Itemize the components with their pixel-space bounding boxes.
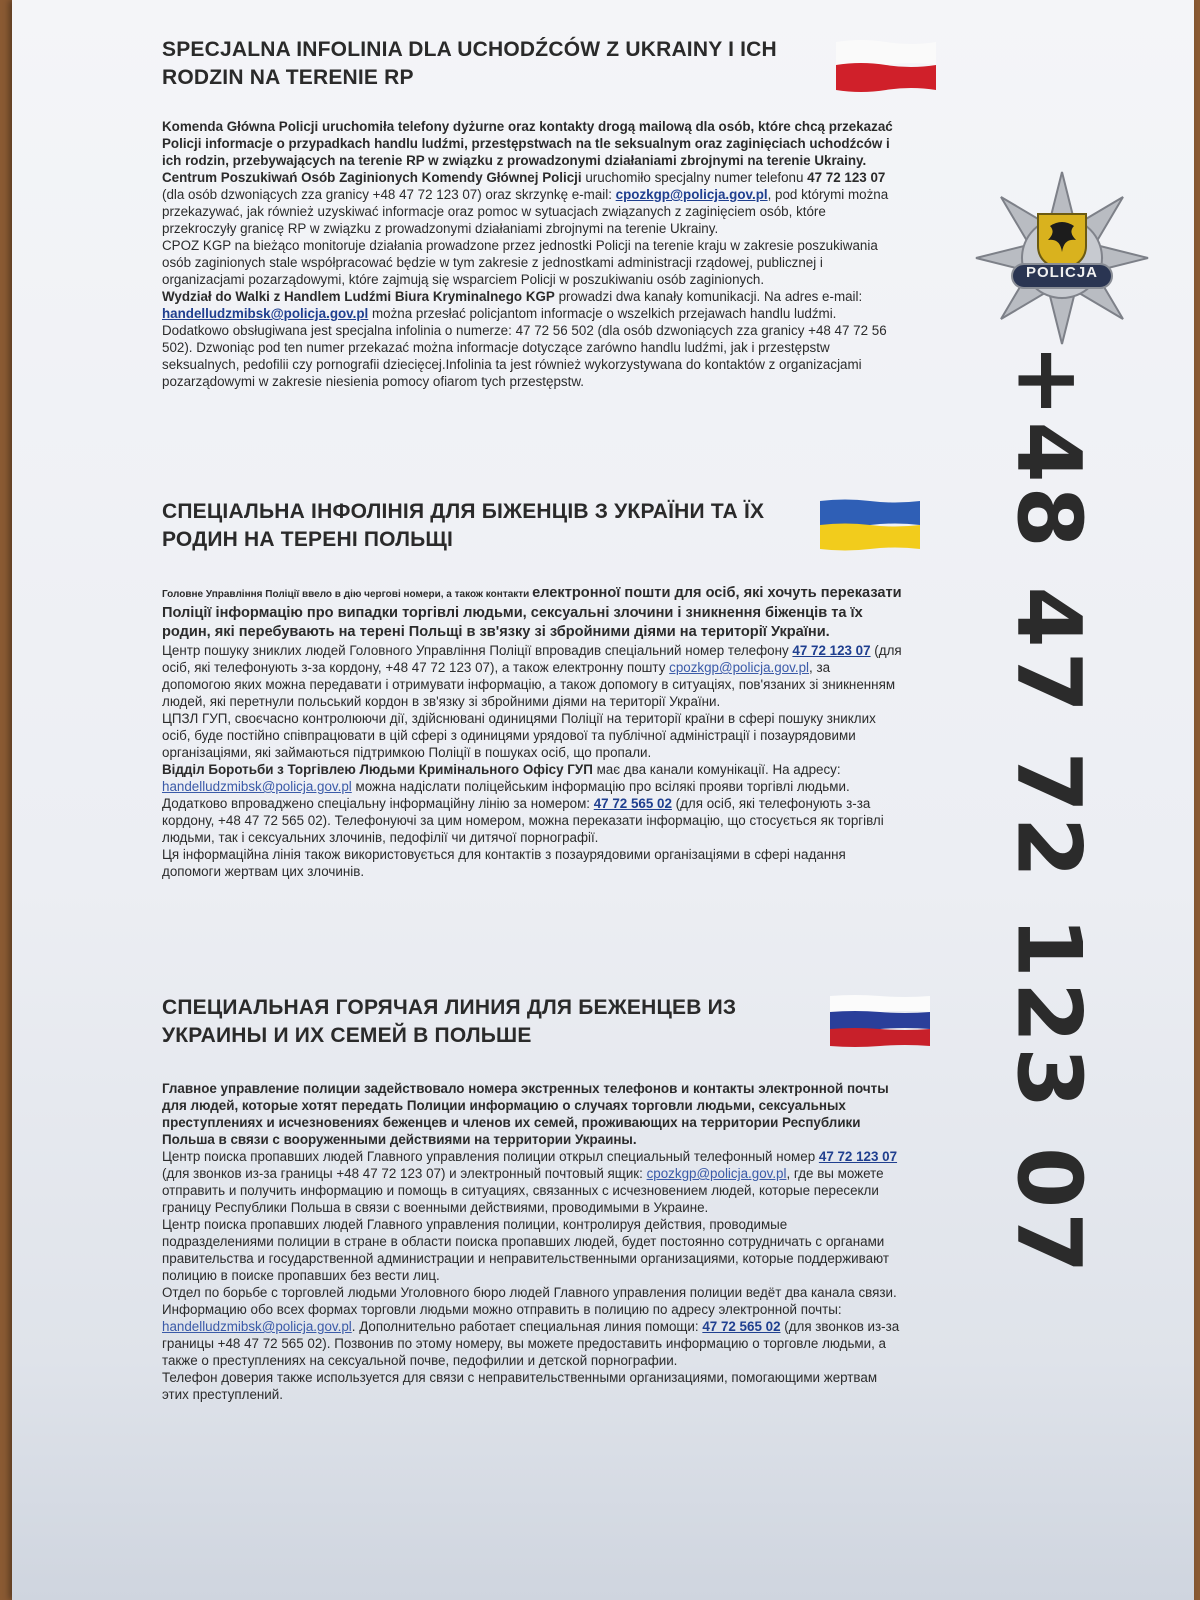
- poland-flag: [836, 38, 936, 92]
- lead-paragraph: Главное управление полиции задействовало номера экстренных телефонов и контакты электронной почты для людей, которые хотят передать Полиции информацию о случаях торговли людьми, сексуальных преступлениях и исчезновениях беженцев и членов их семей, проживающих на территории Республики Польша в связи с вооруженными действиями на территории Украины.: [162, 1081, 889, 1147]
- email-link[interactable]: cpozkgp@policja.gov.pl: [615, 187, 768, 202]
- lead-paragraph: Головне Управління Поліції ввело в дію чергові номери, а також контакти електронної пошти для осіб, які хочуть переказати Поліції інформацію про випадки торгівлі людьми, сексуальні злочини і зникнення біженців та їх родин, які перебувають на терені Польщі в зв'язку зі збройними діями на території України.: [162, 585, 902, 640]
- email-link[interactable]: handelludzmibsk@policja.gov.pl: [162, 306, 369, 321]
- russia-flag: [830, 994, 930, 1048]
- lead-paragraph: Komenda Główna Policji uruchomiła telefony dyżurne oraz kontakty drogą mailową dla osób, które chcą przekazać Policji informacje o przypadkach handlu ludźmi, przestępstwach na tle seksualnym oraz zaginięciach uchodźców i ich rodzin, przebywających na terenie RP w związku z prowadzonymi działaniami zbrojnymi na terenie Ukrainy.: [162, 119, 893, 168]
- paragraph: ЦПЗЛ ГУП, своєчасно контролюючи дії, здійснювані одиницями Поліції на території країни в сфері пошуку зниклих осіб, буде постійно співпрацювати в цій сфері з одиницями урядової та публічної адміністрації і позаурядовими організаціями, які займаються підтримкою Поліції в пошуках осіб, що пропали.: [162, 711, 876, 760]
- paragraph: Центр пошуку зниклих людей Головного Управління Поліції впровадив спеціальний номер телефону 47 72 123 07 (для осіб, які телефонують з-за кордону, +48 47 72 123 07), а також електронну пошту cpozkgp@policja.gov.pl, за допомогою яких можна передавати і отримувати інформацію, а також допомогу в ситуаціях, пов'язаних зі зникненням людей, які перетнули польський кордон в зв'язку зі збройними діями на території України.: [162, 643, 902, 709]
- section-polish: [162, 36, 902, 390]
- phone-number-text: +48 47 72 123 07: [997, 343, 1101, 1277]
- paragraph: Телефон доверия также используется для связи с неправительственными организациями, помогающими жертвам этих преступлений.: [162, 1370, 878, 1402]
- paragraph: Центр поиска пропавших людей Главного управления полиции открыл специальный телефонный номер 47 72 123 07 (для звонков из-за границы +48 47 72 123 07) и электронный почтовый ящик: cpozkgp@policja.gov.pl, где вы можете отправить и получить информацию и помощь в ситуациях, связанных с исчезновением людей, которые пересекли границу Республики Польша в связи с военными действиями, проводимыми в Украине.: [162, 1149, 898, 1215]
- ukraine-flag: [820, 498, 920, 552]
- section-heading: СПЕЦИАЛЬНАЯ ГОРЯЧАЯ ЛИНИЯ ДЛЯ БЕЖЕНЦЕВ ИЗ УКРАИНЫ И ИХ СЕМЕЙ В ПОЛЬШЕ: [162, 996, 737, 1047]
- police-star-badge-icon: [972, 168, 1152, 348]
- email-link[interactable]: handelludzmibsk@policja.gov.pl: [162, 779, 352, 794]
- vertical-phone-number: [994, 343, 1104, 1277]
- phone-link[interactable]: 47 72 123 07: [818, 1149, 898, 1164]
- paragraph: Центр поиска пропавших людей Главного управления полиции, контролируя действия, проводимые подразделениями полиции в стране в области поиска пропавших людей, будет постоянно сотрудничать с органами правительства и государственной администрации и неправительственными организациями, которые поддерживают полицию в поиске пропавших без вести лиц.: [162, 1217, 889, 1283]
- phone-link[interactable]: 47 72 565 02: [702, 1319, 781, 1334]
- paragraph: Centrum Poszukiwań Osób Zaginionych Komendy Głównej Policji uruchomiło specjalny numer telefonu 47 72 123 07 (dla osób dzwoniących zza granicy +48 47 72 123 07) oraz skrzynkę e-mail: cpozkgp@policja.gov.pl, pod którymi można przekazywać, jak również uzyskiwać informacje oraz pomoc w sytuacjach związanych z zaginięciem osób, które przekroczyły granicę RP w związku z prowadzonymi działaniami zbrojnymi na terenie Ukrainy.: [162, 170, 889, 236]
- phone-link[interactable]: 47 72 565 02: [593, 796, 672, 811]
- paragraph: Отдел по борьбе с торговлей людьми Уголовного бюро людей Главного управления полиции ведёт два канала связи. Информацию обо всех формах торговли людьми можно отправить в полицию по адресу электронной почты: handelludzmibsk@policja.gov.pl. Дополнительно работает специальная линия помощи: 47 72 565 02 (для звонков из-за границы +48 47 72 565 02). Позвонив по этому номеру, вы можете предоставить информацию о торговле людьми, а также о преступлениях на сексуальной почве, педофилии и детской порнографии.: [162, 1285, 900, 1368]
- email-link[interactable]: cpozkgp@policja.gov.pl: [646, 1166, 787, 1181]
- email-link[interactable]: handelludzmibsk@policja.gov.pl: [162, 1319, 352, 1334]
- section-ukrainian: [162, 498, 902, 880]
- paragraph: Ця інформаційна лінія також використовується для контактів з позаурядовими організаціями в сфері надання допомоги жертвам цих злочинів.: [162, 847, 846, 879]
- phone-link[interactable]: 47 72 123 07: [792, 643, 871, 658]
- poster-sheet: [12, 0, 1194, 1600]
- section-heading: СПЕЦІАЛЬНА ІНФОЛІНІЯ ДЛЯ БІЖЕНЦІВ З УКРАЇНИ ТА ЇХ РОДИН НА ТЕРЕНІ ПОЛЬЩІ: [162, 500, 765, 551]
- paragraph: Відділ Боротьби з Торгівлею Людьми Кримінального Офісу ГУП має два канали комунікації. На адресу: handelludzmibsk@policja.gov.pl можна надіслати поліцейським інформацію про всілякі прояви торгівлі людьми. Додатково впроваджено спеціальну інформаційну лінію за номером: 47 72 565 02 (для осіб, які телефонують з-за кордону, +48 47 72 565 02). Телефонуючі за цим номером, можна переказати інформацію, що стосується як торгівлі людьми, так і сексуальних злочинів, педофілії чи дитячої порнографії.: [162, 762, 884, 845]
- paragraph: CPOZ KGP na bieżąco monitoruje działania prowadzone przez jednostki Policji na terenie kraju w zakresie poszukiwania osób zaginionych stale współpracować będzie w tym zakresie z jednostkami administracji rządowej, publicznej i organizacjami pozarządowymi, które zajmują się wsparciem Policji w poszukiwaniu osób zaginionych.: [162, 238, 878, 287]
- badge-label: POLICJA: [1025, 264, 1098, 281]
- section-russian: [162, 994, 902, 1403]
- section-heading: SPECJALNA INFOLINIA DLA UCHODŹCÓW Z UKRAINY I ICH RODZIN NA TERENIE RP: [162, 38, 777, 89]
- paragraph: Wydział do Walki z Handlem Ludźmi Biura Kryminalnego KGP prowadzi dwa kanały komunikacji. Na adres e-mail: handelludzmibsk@policja.gov.pl można przesłać policjantom informacje o wszelkich przejawach handlu ludźmi. Dodatkowo obsługiwana jest specjalna infolinia o numerze: 47 72 56 502 (dla osób dzwoniących zza granicy +48 47 72 56 502). Dzwoniąc pod ten numer przekazać można informacje dotyczące zarówno handlu ludźmi, jak i przestępstw seksualnych, pedofilii czy pornografii dziecięcej.Infolinia ta jest również wykorzystywana do kontaktów z organizacjami pozarządowymi w zakresie niesienia pomocy ofiarom tych przestępstw.: [162, 289, 887, 389]
- email-link[interactable]: cpozkgp@policja.gov.pl: [669, 660, 810, 675]
